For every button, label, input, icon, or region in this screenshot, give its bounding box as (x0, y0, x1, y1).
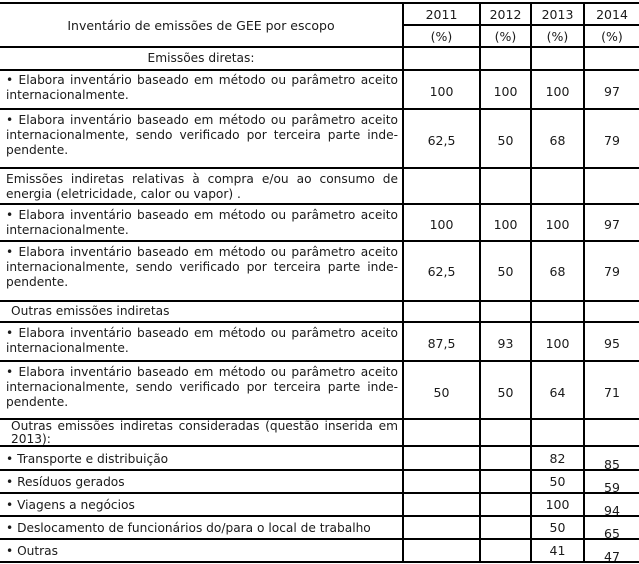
year-2014: 2014 (596, 7, 628, 22)
row-label: • Elabora inventário baseado em método ou parâmetro aceito internacionalmente. (6, 73, 398, 102)
row-label: • Deslocamento de funcionários do/para o local de trabalho (6, 521, 371, 535)
value-2012: 93 (497, 336, 514, 351)
value-2011: 62,5 (427, 264, 456, 279)
value-2014: 71 (604, 385, 620, 400)
rule (0, 203, 639, 205)
rule (402, 24, 639, 26)
value-2014: 79 (604, 264, 620, 279)
unit-2014: (%) (601, 29, 623, 44)
row-label: • Elabora inventário baseado em método ou parâmetro aceito internacionalmente. (6, 326, 398, 355)
rule (0, 360, 639, 362)
row-label: • Resíduos gerados (6, 475, 125, 489)
value-2014: 59 (604, 480, 620, 495)
unit-2012: (%) (494, 29, 517, 44)
value-2014: 95 (604, 336, 620, 351)
value-2014: 97 (604, 217, 620, 232)
value-2012: 50 (497, 133, 514, 148)
section-label: Emissões diretas: (147, 51, 255, 65)
value-2013: 50 (549, 520, 566, 535)
value-2013: 64 (549, 385, 566, 400)
rule (0, 561, 639, 563)
rule (0, 240, 639, 242)
value-2014: 79 (604, 133, 620, 148)
value-2014: 47 (604, 549, 620, 564)
value-2013: 68 (549, 264, 566, 279)
row-label: • Elabora inventário baseado em método ou parâmetro aceito internacionalmente, sendo verificado por terceira parte inde-pendente. (6, 245, 398, 289)
value-2014: 97 (604, 84, 620, 99)
rule (0, 469, 639, 471)
row-label: • Elabora inventário baseado em método ou parâmetro aceito internacionalmente, sendo verificado por terceira parte inde-pendente. (6, 365, 398, 409)
value-2012: 50 (497, 264, 514, 279)
year-2011: 2011 (425, 7, 458, 22)
value-2013: 41 (549, 543, 566, 558)
rule (0, 167, 639, 169)
rule (0, 2, 639, 4)
value-2012: 50 (497, 385, 514, 400)
value-2011: 87,5 (427, 336, 456, 351)
value-2014: 65 (604, 526, 620, 541)
rule (0, 492, 639, 494)
row-label: • Viagens a negócios (6, 498, 135, 512)
row-label: • Transporte e distribuição (6, 452, 169, 466)
value-2012: 100 (493, 84, 518, 99)
row-label: • Elabora inventário baseado em método ou parâmetro aceito internacionalmente, sendo verificado por terceira parte inde-pendente. (6, 113, 398, 157)
section-label: Outras emissões indiretas consideradas (questão inserida em 2013): (11, 419, 398, 446)
year-2012: 2012 (489, 7, 522, 22)
value-2013: 100 (545, 217, 570, 232)
rule (0, 69, 639, 71)
rule (0, 46, 639, 48)
rule (0, 538, 639, 540)
rule (0, 300, 639, 302)
value-2014: 94 (604, 503, 620, 518)
rule (0, 321, 639, 323)
value-2013: 100 (545, 497, 570, 512)
section-label: Outras emissões indiretas (11, 304, 170, 318)
unit-2011: (%) (430, 29, 453, 44)
value-2011: 100 (429, 84, 454, 99)
value-2013: 50 (549, 474, 566, 489)
value-2014: 85 (604, 457, 620, 472)
rule (0, 108, 639, 110)
value-2013: 68 (549, 133, 566, 148)
value-2011: 100 (429, 217, 454, 232)
value-2013: 100 (545, 336, 570, 351)
section-label: Emissões indiretas relativas à compra e/ou ao consumo de energia (eletricidade, calor ou vapor) . (6, 172, 398, 201)
row-label: • Outras (6, 544, 58, 558)
rule (0, 515, 639, 517)
value-2011: 62,5 (427, 133, 456, 148)
year-2013: 2013 (541, 7, 574, 22)
value-2013: 82 (549, 451, 566, 466)
unit-2013: (%) (546, 29, 569, 44)
row-label: • Elabora inventário baseado em método ou parâmetro aceito internacionalmente. (6, 208, 398, 237)
table-title: Inventário de emissões de GEE por escopo (67, 18, 335, 33)
value-2011: 50 (433, 385, 450, 400)
value-2013: 100 (545, 84, 570, 99)
value-2012: 100 (493, 217, 518, 232)
